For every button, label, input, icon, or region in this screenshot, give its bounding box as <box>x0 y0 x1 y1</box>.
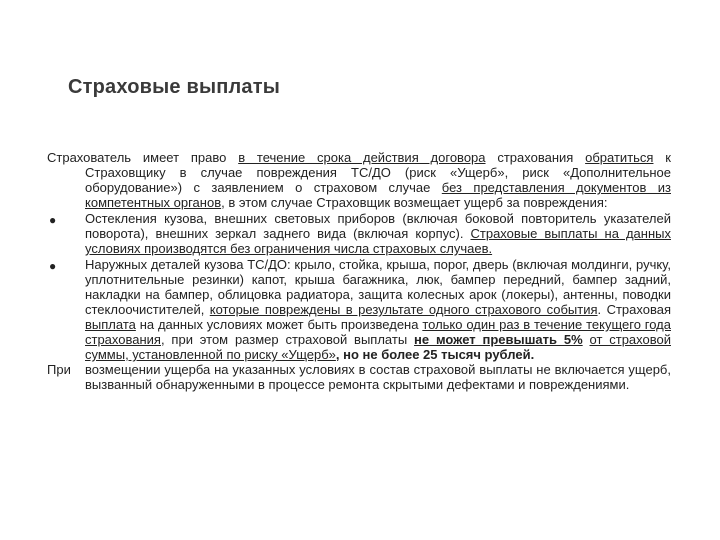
intro-paragraph <box>47 150 671 210</box>
bullet2-bold-underlined: не может превышать 5% <box>414 332 583 347</box>
bullet2-text-2: . Страховая <box>597 302 672 317</box>
intro-underlined-1: в течение срока действия договора <box>238 150 486 165</box>
closing-lead-word: При <box>47 362 71 377</box>
content-body <box>47 150 671 392</box>
intro-text-2: страхования <box>485 150 586 165</box>
closing-body: возмещении ущерба на указанных условиях в состав страховой выплаты не включается ущерб, вызванный обнаруженными в процессе ремонта скрытыми дефектами и повреждениями. <box>85 362 671 392</box>
intro-underlined-3: без представления документов из компетентных органов <box>85 180 671 210</box>
bullet2-underlined-2: выплата <box>85 317 136 332</box>
intro-text-4: , в этом случае Страховщик возмещает ущерб за повреждения: <box>221 195 608 210</box>
bullet2-text-1: Наружных деталей кузова ТС/ДО: крыло, стойка, крыша, порог, дверь (включая молдинги, ручку, уплотнительные резинки) капот, крыша багажника, люк, бампер передний, бампер задний, накладки на бампер, облицовка радиатора, защита колесных арок (локеры), антенны, поводки стеклоочистителей, <box>85 257 671 317</box>
bullet2-text-5 <box>583 332 590 347</box>
list-item <box>47 257 671 362</box>
bullet2-text-3: на данных условиях может быть произведена <box>135 317 423 332</box>
bullet1-underlined-1: Страховые выплаты на данных условиях производятся без ограничения числа страховых случаев. <box>85 226 671 256</box>
intro-text-3: к Страховщику в случае повреждения ТС/ДО (риск «Ущерб», риск «Дополнительное оборудование») с заявлением о страховом случае <box>85 150 671 195</box>
page-title: Страховые выплаты <box>68 76 281 98</box>
bullet1-text-1: Остекления кузова, внешних световых приборов (включая боковой повторитель указателей поворота), внешних зеркал заднего вида (включая корпус). <box>85 211 671 241</box>
closing-paragraph <box>47 362 671 392</box>
list-item <box>47 211 671 256</box>
bullet2-underlined-3: только один раз в течение текущего года страхования <box>85 317 671 347</box>
bullet-dot-icon: ● <box>49 259 57 273</box>
bullet2-underlined-1: которые повреждены в результате одного страхового события <box>209 302 598 317</box>
intro-underlined-2: обратиться <box>585 150 654 165</box>
bullet2-text-4: , при этом размер страховой выплаты <box>160 332 415 347</box>
bullet-dot-icon: ● <box>49 213 57 227</box>
bullet2-underlined-4: от страховой суммы, установленной по риску «Ущерб» <box>85 332 671 362</box>
bullet2-bold: , но не более 25 тысяч рублей. <box>335 347 535 362</box>
intro-text-1: Страхователь имеет право <box>47 150 239 165</box>
